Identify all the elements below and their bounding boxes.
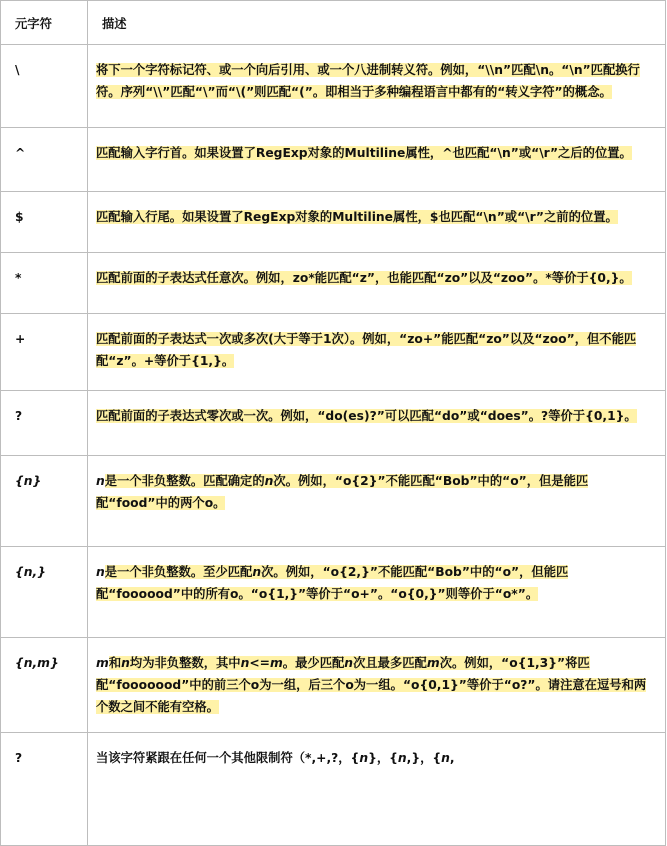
description-cell (88, 253, 666, 314)
description-cell (88, 456, 666, 547)
table-row (1, 45, 666, 128)
description-cell (88, 547, 666, 638)
header-description: 描述 (88, 1, 666, 45)
description-text: , (449, 751, 455, 765)
symbol-cell: ? (1, 733, 88, 846)
description-text: 匹配前面的子表达式一次或多次(大于等于1次）。例如，“zo+”能匹配“zo”以及“zoo”，但不能匹配“z”。+等价于{1,}。 (96, 332, 637, 368)
description-text: m (96, 656, 109, 670)
description-cell (88, 314, 666, 391)
table-header-row (1, 1, 666, 45)
description-text: 次。例如，“o{2}”不能匹配“Bob”中的“o”，但是能匹配“food”中的两个o。 (96, 474, 589, 510)
description-cell (88, 45, 666, 128)
description-text: n (240, 656, 250, 670)
table-row (1, 253, 666, 314)
description-text: 次且最多匹配 (353, 656, 427, 670)
description-text: 和 (108, 656, 122, 670)
description-text: 当该字符紧跟在任何一个其他限制符（*,+,?，{ (96, 751, 360, 765)
description-text: n (96, 565, 105, 579)
description-text: 将下一个字符标记符、或一个向后引用、或一个八进制转义符。例如，“\\n”匹配\n。“\n”匹配换行符。序列“\\”匹配“\”而“\(”则匹配“(”。即相当于多种编程语言中都有的“转义字符”的概念。 (96, 63, 640, 99)
description-text: 次。例如，“o{1,3}”将匹配“fooooood”中的前三个o为一组，后三个o为一组。“o{0,1}”等价于“o?”。请注意在逗号和两个数之间不能有空格。 (96, 656, 647, 714)
table-row (1, 547, 666, 638)
description-text: m (426, 656, 440, 670)
description-text: n (397, 751, 407, 765)
symbol-cell: ^ (1, 128, 88, 192)
table-row (1, 391, 666, 456)
table-row (1, 733, 666, 846)
description-text: 均为非负整数，其中 (129, 656, 241, 670)
symbol-cell: + (1, 314, 88, 391)
description-text: n (96, 474, 105, 488)
symbol-cell: \ (1, 45, 88, 128)
description-text: 是一个非负整数。匹配确定的 (104, 474, 265, 488)
symbol-cell: {n} (1, 456, 88, 547)
description-text: n (359, 751, 369, 765)
table-row (1, 456, 666, 547)
description-cell (88, 733, 666, 846)
description-text: <= (249, 656, 270, 670)
description-cell (88, 638, 666, 733)
header-metacharacter: 元字符 (1, 1, 88, 45)
description-text: ,}，{ (406, 751, 442, 765)
description-text: }，{ (368, 751, 398, 765)
symbol-cell: $ (1, 192, 88, 253)
description-text: n (264, 474, 274, 488)
description-text: 匹配输入字行首。如果设置了RegExp对象的Multiline属性，^也匹配“\n”或“\r”之后的位置。 (96, 146, 632, 160)
description-text: n (441, 751, 450, 765)
description-text: n (344, 656, 354, 670)
table-row (1, 638, 666, 733)
description-text: n (121, 656, 130, 670)
description-text: 匹配前面的子表达式任意次。例如，zo*能匹配“z”，也能匹配“zo”以及“zoo”。*等价于{0,}。 (96, 271, 632, 285)
symbol-cell: {n,} (1, 547, 88, 638)
description-text: 次。例如，“o{2,}”不能匹配“Bob”中的“o”，但能匹配“foooood”中的所有o。“o{1,}”等价于“o+”。“o{0,}”则等价于“o*”。 (96, 565, 569, 601)
description-text: 是一个非负整数。至少匹配 (104, 565, 253, 579)
description-cell (88, 391, 666, 456)
table-row (1, 128, 666, 192)
table-row (1, 192, 666, 253)
description-text: 匹配输入行尾。如果设置了RegExp对象的Multiline属性，$也匹配“\n”或“\r”之前的位置。 (96, 210, 618, 224)
description-text: 匹配前面的子表达式零次或一次。例如，“do(es)?”可以匹配“do”或“does”。?等价于{0,1}。 (96, 409, 637, 423)
description-text: m (269, 656, 283, 670)
description-text: n (252, 565, 262, 579)
description-cell (88, 192, 666, 253)
symbol-cell: {n,m} (1, 638, 88, 733)
description-cell (88, 128, 666, 192)
table-row (1, 314, 666, 391)
symbol-cell: ? (1, 391, 88, 456)
symbol-cell: * (1, 253, 88, 314)
description-text: 。最少匹配 (282, 656, 345, 670)
